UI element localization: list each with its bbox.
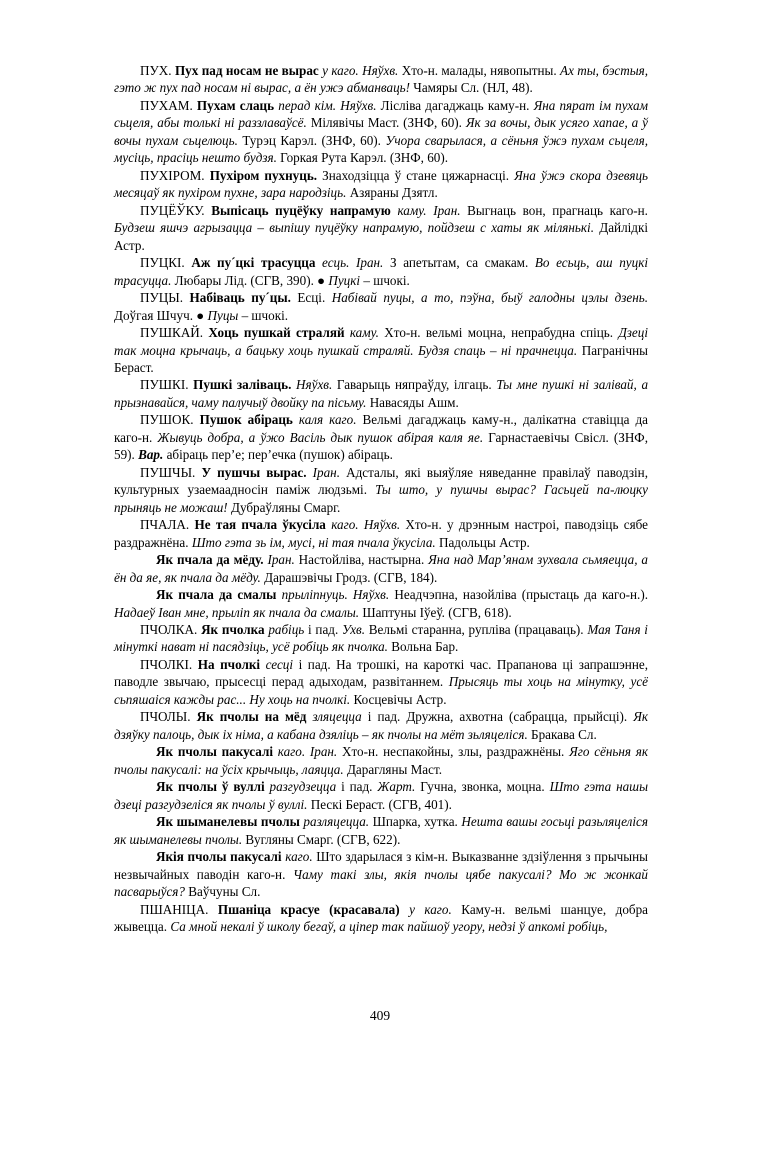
- entry-def: і пад.: [341, 779, 378, 795]
- entry-def: З апетытам, са смакам.: [389, 255, 535, 271]
- dictionary-entry: [114, 376, 648, 411]
- entry-ex: Ты мне пушкі ні залівай, а прызнавайся, чаму палучыў двойку па пісьму.: [114, 377, 649, 410]
- entry-ex: Яна пярат ім пухам сьцеля, абы толькі ні раззлаваўсё.: [114, 97, 648, 131]
- entry-hw: ПЧОЛЫ.: [140, 709, 197, 725]
- entry-ph: Пухам слаць: [196, 97, 279, 113]
- entry-hw: ПУЦКІ.: [140, 255, 192, 271]
- entry-src: – шчокі.: [363, 272, 410, 288]
- entry-ex: Яна ўжэ скора дзевяць месяцаў як пухіром пухне, зара народзіць.: [114, 167, 649, 201]
- entry-src: Косцевічы Астр.: [353, 691, 447, 707]
- entry-def: Хто-н. неспакойны, злы, раздражнёны.: [341, 744, 570, 760]
- entry-ex: Дзеці так моцна крычаць, а бацьку хоць пушкай страляй. Будзя спаць – ні прачнецца.: [114, 325, 648, 358]
- entry-lab: Няўхв.: [340, 97, 381, 113]
- entry-hw: ПУШКАЙ.: [140, 325, 209, 341]
- entry-src: Дубраўляны Смарг.: [230, 499, 341, 515]
- dictionary-entry: [114, 848, 648, 900]
- entry-ex: Яго сёньня як пчолы пакусалі: на ўсіх крычыць, лаяцца.: [114, 744, 649, 777]
- entry-hw: ПУЦЫ.: [140, 290, 190, 306]
- entry-src: Пескі Бераст. (СГВ, 401).: [310, 796, 452, 812]
- entry-ph: Як пчолы ў вуллі: [156, 779, 270, 795]
- entry-def: Гучна, звонка, моцна.: [420, 779, 550, 795]
- dictionary-entry: [114, 167, 648, 202]
- entry-ex: Жывуць добра, а ўжо Васіль дык пушок абірая каля яе.: [157, 429, 489, 445]
- entry-src: Гарнастаевічы Свісл. (ЗНФ, 59).: [114, 429, 648, 463]
- dictionary-entry: [114, 901, 648, 936]
- entry-gov: каля каго.: [298, 412, 363, 428]
- entry-lab: Жарт.: [377, 779, 421, 795]
- dictionary-entry: [114, 289, 648, 324]
- entry-gov: у каго.: [322, 63, 363, 78]
- entry-ex: Набівай пуцы, а то, пэўна, быў галодны цэлы дзень.: [331, 290, 648, 306]
- entry-def: і пад.: [308, 622, 342, 637]
- entry-src: абіраць пер’е; пер’ечка (пушок) абіраць.: [166, 447, 393, 463]
- entry-src: Дарашэвічы Гродз. (СГВ, 184).: [264, 569, 438, 585]
- entry-hw: ПЧОЛКІ.: [140, 656, 198, 672]
- entry-def: Выгнаць вон, прагнаць каго-н.: [467, 202, 648, 218]
- entry-ex: Будзеш яшчэ агрызацца – выпішу пуцёўку напрамую, пойдзеш с хаты як мілянькі.: [114, 220, 600, 236]
- entry-ph: Пухіром пухнуць.: [209, 167, 323, 183]
- page-number: 409: [369, 1008, 391, 1023]
- entry-hw: ПУХ.: [140, 63, 175, 78]
- dictionary-entry: [114, 708, 648, 743]
- entry-lab: Няўхв.: [352, 587, 395, 603]
- entry-gov: прыліпнуць.: [281, 587, 353, 603]
- entry-lab: Іран.: [433, 202, 468, 218]
- entry-src: Дарагляны Маст.: [346, 761, 443, 777]
- entry-ph: На пчолкі: [197, 656, 266, 672]
- entry-src: Вольна Бар.: [391, 639, 459, 655]
- entry-gov: сесці: [265, 656, 299, 672]
- dictionary-entry: [114, 586, 648, 621]
- entry-def: Хто-н. малады, нявопытны.: [401, 63, 561, 78]
- entry-ph: Як пчолы на мёд: [196, 709, 313, 725]
- entry-def: Адсталы, які выяўляе няведанне правілаў паводзін, культурных узаемаадносін паміж людзьмі.: [114, 464, 649, 498]
- entry-ph: Не тая пчала ўкусіла: [194, 517, 332, 533]
- entry-gov: разляцецца.: [303, 814, 373, 830]
- dictionary-entry: [114, 813, 648, 848]
- entry-ph: Якія пчолы пакусалі: [156, 849, 286, 865]
- dictionary-entry: [114, 621, 648, 656]
- entry-lab: Іран.: [356, 255, 390, 271]
- entry-gov: каму.: [349, 325, 385, 341]
- entry-gov: каго.: [277, 744, 310, 760]
- entry-ph: Як пчала да мёду.: [156, 552, 268, 568]
- entry-src: Чамяры Сл. (НЛ, 48).: [413, 80, 533, 96]
- dictionary-entry: [114, 97, 648, 167]
- entry-def: Есці.: [297, 290, 332, 306]
- entry-ph: Пушкі заліваць.: [193, 377, 297, 393]
- dictionary-entry: [114, 464, 648, 516]
- entry-def: Настойліва, настырна.: [298, 552, 429, 568]
- entry-gov: перад кім.: [278, 97, 341, 113]
- entry-src: Навасяды Ашм.: [369, 394, 459, 410]
- entry-def: Шпарка, хутка.: [372, 814, 462, 830]
- entry-hw: ПУШЧЫ.: [140, 464, 202, 480]
- entry-gov: каго.: [331, 517, 364, 533]
- entry-src: Пагранічны Бераст.: [114, 342, 648, 375]
- entry-ph: Як пчолы пакусалі: [156, 744, 278, 760]
- entry-src: Вугляны Смарг. (СГВ, 622).: [245, 831, 401, 847]
- entry-ex: Надаеў Іван мне, прыліп як пчала да смалы.: [114, 604, 363, 620]
- entry-lab: Іран.: [267, 552, 299, 568]
- entry-hw: ПШАНІЦА.: [140, 901, 218, 917]
- entry-def: Хто-н. вельмі моцна, непрабудна спіць.: [384, 325, 619, 341]
- entry-gov: рабіць: [268, 622, 309, 637]
- entry-ex: Пуцы: [207, 307, 242, 323]
- entry-ex: Са мной некалі ў школу бегаў, а ціпер так пайшоў угору, недзі ў апкомі робіць,: [170, 918, 608, 934]
- dictionary-entry: [114, 516, 648, 551]
- entry-varlab: Вар.: [138, 447, 167, 463]
- entry-ex: Пуцкі: [328, 272, 364, 288]
- entry-ph: У пушчы вырас.: [201, 464, 313, 480]
- entry-ex: Чаму такі злы, якія пчолы цябе пакусалі? Мо ж жонкай пасварыўся?: [114, 866, 648, 900]
- entry-ph: Аж пу´цкі трасуцца: [191, 255, 323, 271]
- entry-def: Што здарылася з кім-н. Выказванне здзіўлення з прычыны незвычайных паводін каго-н.: [114, 849, 648, 882]
- entry-src: Азяраны Дзятл.: [349, 185, 438, 201]
- dictionary-entry: [114, 324, 648, 376]
- entry-ph: Як пчала да смалы: [156, 587, 282, 603]
- entry-hw: ПУЦЁЎКУ.: [140, 202, 212, 218]
- entry-ex: Мая Таня і мінуткі нават ні пасядзіць, усё робіць як пчолка.: [114, 622, 648, 655]
- entry-lab: Няўхв.: [362, 63, 402, 78]
- entry-src: Турэц Карэл. (ЗНФ, 60).: [242, 132, 386, 148]
- entry-src: Падольцы Астр.: [438, 534, 530, 550]
- entry-gov: каго.: [285, 849, 317, 865]
- dictionary-entry: [114, 254, 648, 289]
- entry-ex: Во есьць, аш пуцкі трасуцца.: [114, 255, 648, 288]
- dictionary-entry: [114, 551, 648, 586]
- entry-ex: Прысяць ты хоць на мінутку, усё сьпяшаіся кажды рас... Ну хоць на пчолкі.: [114, 674, 648, 707]
- entry-hw: ПУХАМ.: [140, 97, 197, 113]
- entry-ex: Учора сварылася, а сёньня ўжэ пухам сьцеля, мусіць, прасіць нешто будзя.: [114, 132, 648, 166]
- entry-ph: Пушок абіраць: [199, 412, 299, 428]
- entry-src: Любары Лід. (СГВ, 390). ●: [174, 272, 329, 288]
- entry-ph: Як шыманелевы пчолы: [156, 814, 304, 830]
- entry-def: Вельмі дагаджаць каму-н., далікатна ставіцца да каго-н.: [114, 412, 648, 445]
- entry-src: Ваўчуны Сл.: [188, 884, 261, 900]
- entry-ph: Пух пад носам не вырас: [174, 63, 323, 78]
- entry-gov: разгудзецца: [269, 779, 342, 795]
- entry-ex: Нешта вашы госьці разьляцеліся як шыманелевы пчолы.: [114, 814, 648, 847]
- entry-ph: Як пчолка: [201, 622, 269, 637]
- entry-ph: Набіваць пу´цы.: [189, 290, 298, 306]
- entry-src: Горкая Рута Карэл. (ЗНФ, 60).: [280, 150, 449, 166]
- entry-ph: Пшаніца красуе (красавала): [217, 901, 410, 917]
- entry-def: Неадчэпна, назойліва (прыстаць да каго-н.).: [394, 587, 648, 603]
- entry-def: і пад. Дружна, ахвотна (сабрацца, прыйсці).: [367, 709, 634, 725]
- entry-def: Каму-н. вельмі шанцуе, добра жывецца.: [114, 901, 648, 934]
- dictionary-entry: [114, 778, 648, 813]
- entry-ex: Што гэта нашы дзеці разгудзеліся як пчолы ў вуллі.: [114, 779, 649, 812]
- entry-src: Мілявічы Маст. (ЗНФ, 60).: [310, 115, 466, 131]
- entry-ph: Хоць пушкай страляй: [208, 325, 350, 341]
- dictionary-entry: [114, 411, 648, 463]
- entry-gov: зляцецца: [312, 709, 368, 725]
- dictionary-entry: [114, 202, 648, 254]
- entry-hw: ПЧАЛА.: [140, 517, 195, 533]
- dictionary-entry: [114, 62, 648, 97]
- entry-def: Гаварыць няпраўду, ілгаць.: [336, 377, 497, 393]
- entry-src: – шчокі.: [241, 307, 289, 323]
- entry-ex: Яна над Мар’янам зухвала сьмяецца, а ён да яе, як пчала да мёду.: [114, 552, 648, 585]
- entry-src: Бракава Сл.: [531, 726, 597, 742]
- entry-ex: Як дзяўку палоць, дык іх німа, а кабана дзяліць – як пчолы на мёт зьляцеліся.: [114, 709, 648, 742]
- entry-hw: ПУШКІ.: [140, 377, 194, 393]
- entry-lab: Няўхв.: [363, 517, 406, 533]
- entry-def: Лісліва дагаджаць каму-н.: [380, 97, 534, 113]
- entry-def: Вельмі старанна, рупліва (працаваць).: [368, 622, 588, 637]
- entry-list: [114, 62, 648, 935]
- entry-def: і пад. На трошкі, на кароткі час. Прапанова ці запрашэнне, паводле звычаю, прысесці перад адыходам, развітаннем.: [114, 656, 648, 690]
- entry-hw: ПУШОК.: [140, 412, 200, 428]
- entry-gov: есць.: [322, 255, 357, 271]
- entry-gov: у каго.: [409, 901, 462, 917]
- entry-lab: Іран.: [309, 744, 342, 760]
- entry-src: Дайлідкі Астр.: [114, 220, 648, 253]
- entry-ex: Ты што, у пушчы вырас? Гасьцей па-люцку прыняць не можаш!: [114, 482, 648, 515]
- entry-lab: Ухв.: [342, 622, 369, 637]
- entry-ph: Выпісаць пуцёўку напрамую: [211, 202, 398, 218]
- entry-gov: каму.: [397, 202, 434, 218]
- entry-ex: Ах ты, бэстыя, гэто ж пух пад носам ні вырас, а ён ужэ абманваць!: [114, 63, 649, 96]
- entry-lab: Іран.: [312, 464, 347, 480]
- entry-ex: Як за вочы, дык усяго хапае, а ў вочы пухам сьцелюць.: [114, 115, 648, 148]
- entry-src: Шаптуны Іўеў. (СГВ, 618).: [362, 604, 512, 620]
- entry-lab: Няўхв.: [296, 377, 337, 393]
- entry-def: Хто-н. у дрэнным настроі, паводзіць сябе раздражнёна.: [114, 517, 648, 550]
- entry-ex: Што гэта зь ім, мусі, ні тая пчала ўкусіла.: [191, 534, 439, 550]
- entry-def: Знаходзіцца ў стане цяжарнасці.: [322, 167, 515, 183]
- entry-hw: ПУХІРОМ.: [140, 167, 210, 183]
- entry-hw: ПЧОЛКА.: [140, 622, 202, 637]
- entry-src: Доўгая Шчуч. ●: [114, 307, 208, 323]
- dictionary-entry: [114, 656, 648, 708]
- dictionary-entry: [114, 743, 648, 778]
